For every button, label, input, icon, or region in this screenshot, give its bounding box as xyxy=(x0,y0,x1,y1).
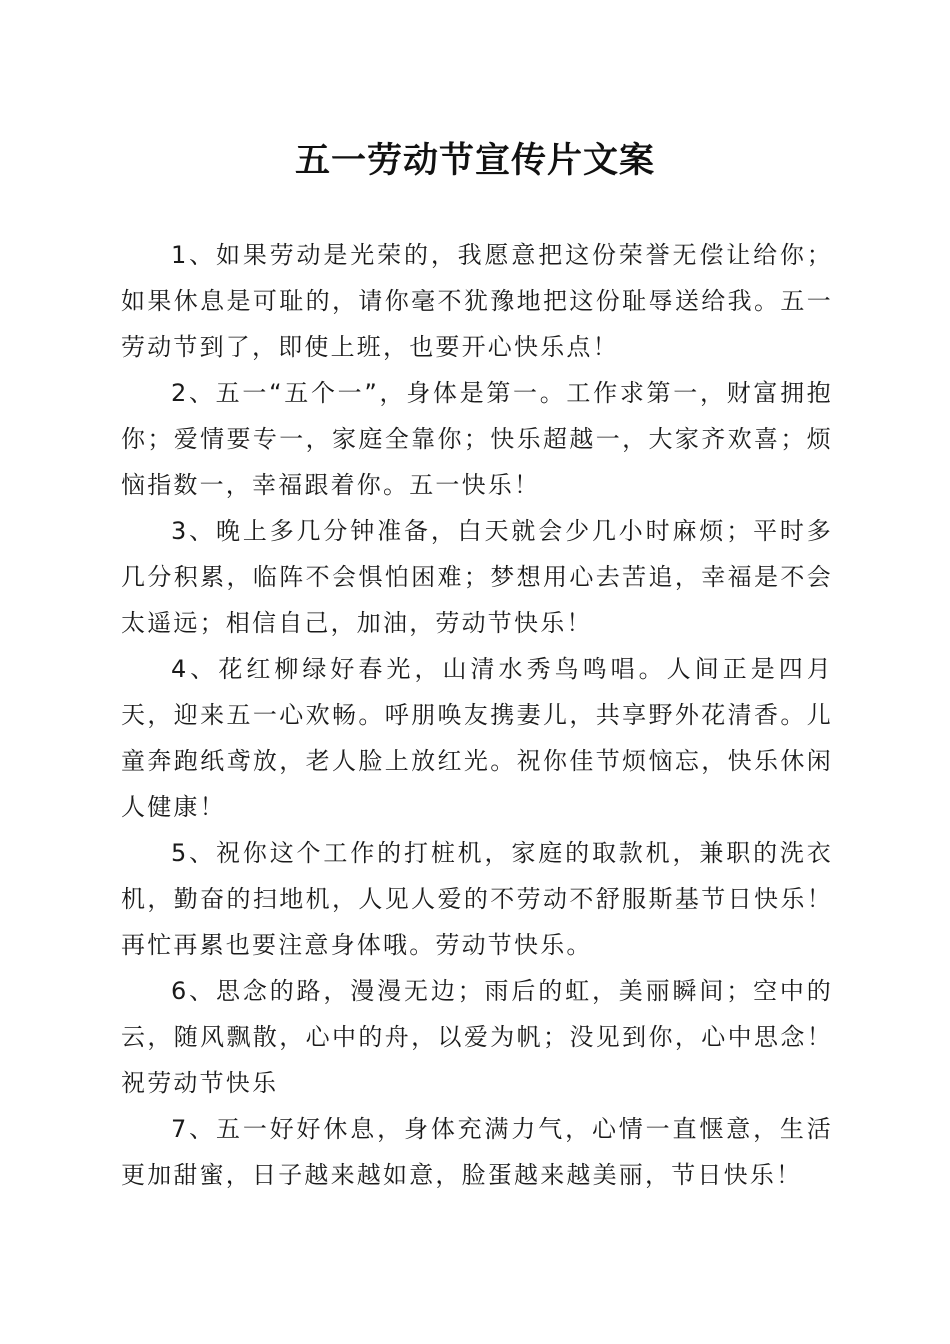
paragraph-1: 1、如果劳动是光荣的，我愿意把这份荣誉无偿让给你；如果休息是可耻的，请你毫不犹豫地把这份耻辱送给我。五一劳动节到了，即使上班，也要开心快乐点！ xyxy=(121,241,833,361)
paragraph-2: 2、五一“五个一”，身体是第一。工作求第一，财富拥抱你；爱情要专一，家庭全靠你；快乐超越一，大家齐欢喜；烦恼指数一，幸福跟着你。五一快乐！ xyxy=(121,379,833,499)
paragraph-7: 7、五一好好休息，身体充满力气，心情一直惬意，生活更加甜蜜，日子越来越如意，脸蛋越来越美丽，节日快乐！ xyxy=(121,1115,833,1189)
document-title: 五一劳动节宣传片文案 xyxy=(294,140,655,181)
paragraph-5: 5、祝你这个工作的打桩机，家庭的取款机，兼职的洗衣机，勤奋的扫地机，人见人爱的不劳动不舒服斯基节日快乐！再忙再累也要注意身体哦。劳动节快乐。 xyxy=(121,839,833,959)
paragraph-3: 3、晚上多几分钟准备，白天就会少几小时麻烦；平时多几分积累，临阵不会惧怕困难；梦想用心去苦追，幸福是不会太遥远；相信自己，加油，劳动节快乐！ xyxy=(121,517,833,637)
document-body xyxy=(121,232,833,1198)
paragraph-4: 4、花红柳绿好春光，山清水秀鸟鸣唱。人间正是四月天，迎来五一心欢畅。呼朋唤友携妻儿，共享野外花清香。儿童奔跑纸鸢放，老人脸上放红光。祝你佳节烦恼忘，快乐休闲人健康！ xyxy=(121,655,833,821)
paragraph-6: 6、思念的路，漫漫无边；雨后的虹，美丽瞬间；空中的云，随风飘散，心中的舟，以爱为帆；没见到你，心中思念！祝劳动节快乐 xyxy=(121,977,833,1097)
